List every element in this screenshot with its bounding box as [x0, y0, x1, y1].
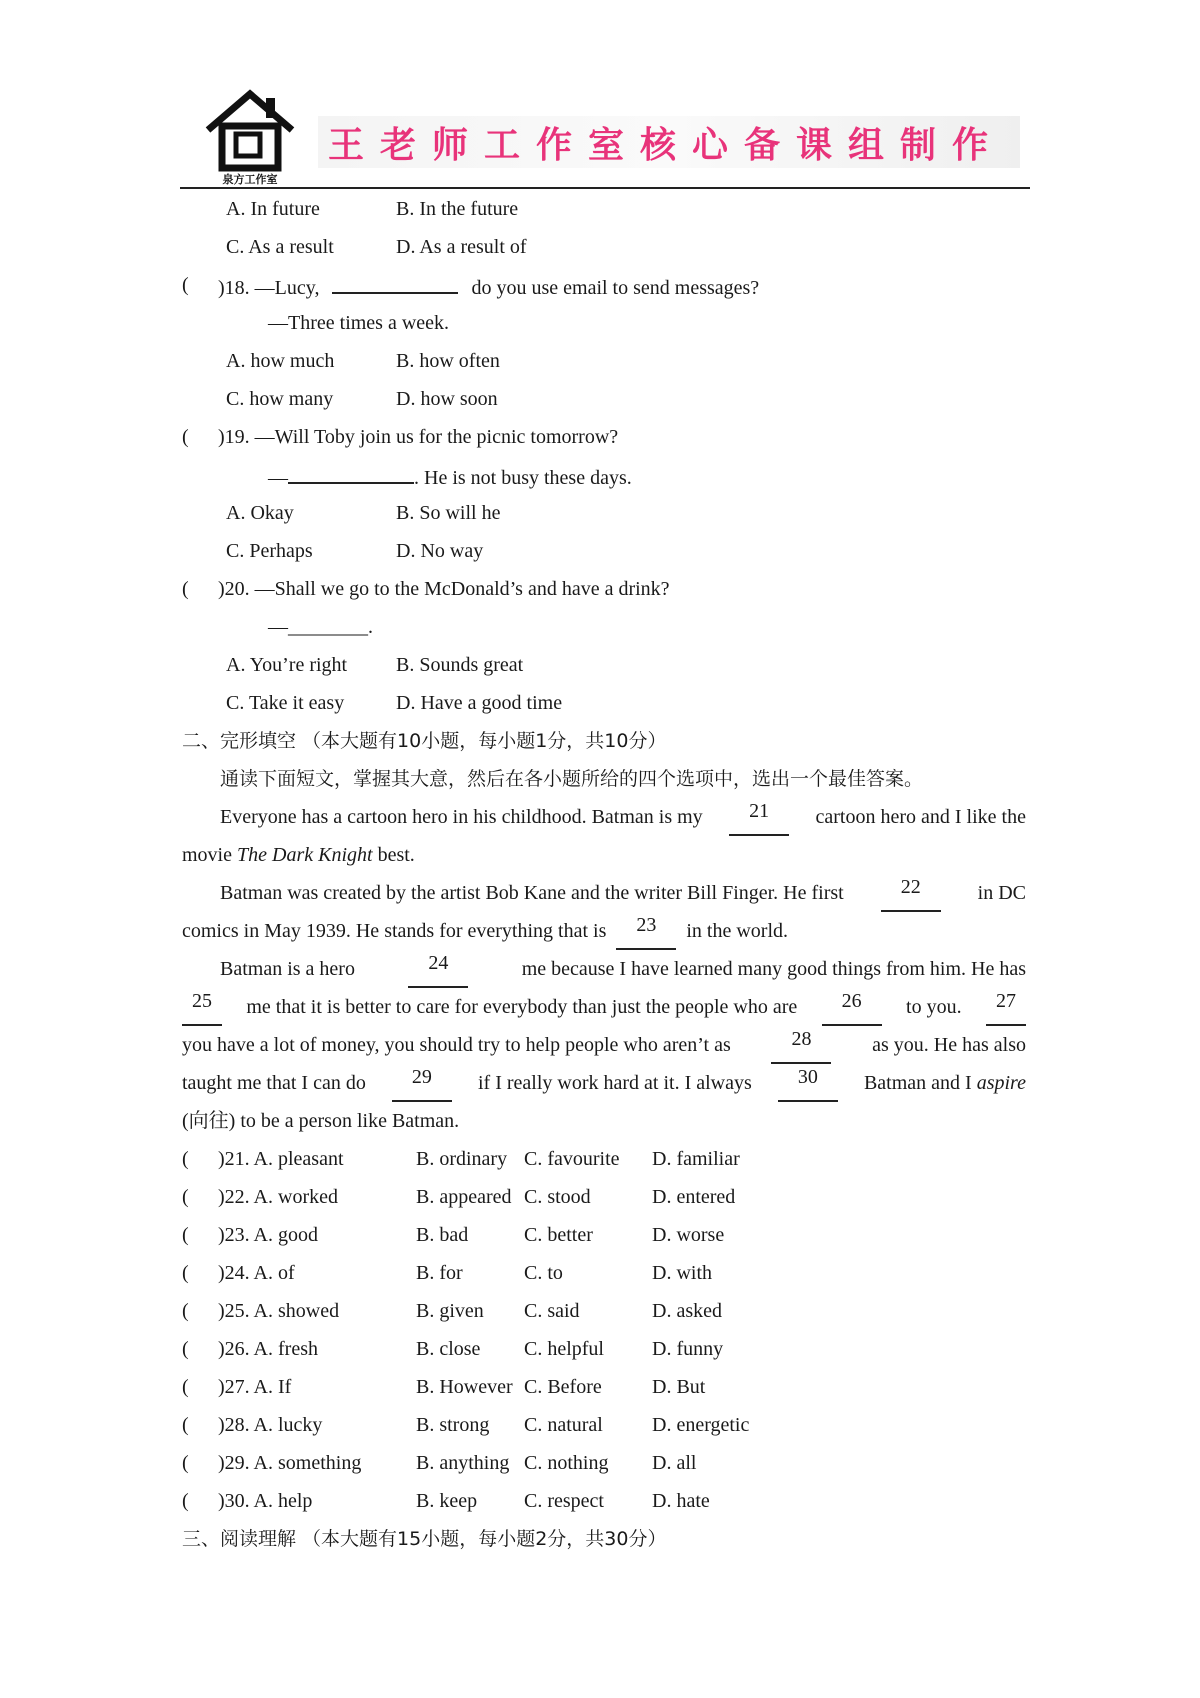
reply-dash: — [268, 467, 288, 489]
option-d: D. hate [652, 1490, 710, 1512]
question-after: do you use email to send messages? [471, 277, 760, 299]
option-d: D. worse [652, 1224, 725, 1246]
option-b: B. appeared [416, 1186, 512, 1208]
answer-paren: ( [182, 274, 189, 296]
passage-text: best. [377, 844, 415, 866]
section-2-instruction: 通读下面短文，掌握其大意，然后在各小题所给的四个选项中，选出一个最佳答案。 [220, 768, 924, 790]
option-d: D. how soon [396, 388, 498, 410]
blank-29: 29 [392, 1064, 452, 1102]
option-c: C. Before [524, 1376, 602, 1398]
blank-30: 30 [778, 1064, 838, 1102]
reply-text [268, 456, 632, 497]
passage-text: as you. He has also [872, 1034, 1026, 1056]
option-b: B. bad [416, 1224, 469, 1246]
answer-paren: ( [182, 1376, 189, 1398]
answer-paren: ( [182, 1490, 189, 1512]
passage-line [182, 950, 1026, 988]
option-d: D. familiar [652, 1148, 740, 1170]
passage-text: you have a lot of money, you should try to help people who aren’t as [182, 1034, 731, 1056]
blank-26: 26 [822, 988, 882, 1026]
option-c: C. better [524, 1224, 593, 1246]
section-2-title: 二、完形填空 （本大题有10小题，每小题1分，共10分） [182, 730, 667, 752]
movie-title: The Dark Knight [237, 844, 373, 866]
option-d: D. No way [396, 540, 484, 562]
answer-paren: ( [182, 578, 189, 600]
passage-text: (向往) to be a person like Batman. [182, 1110, 460, 1132]
option-a: )29. A. something [218, 1452, 362, 1474]
passage-text: cartoon hero and I like the [815, 806, 1026, 828]
question-label: )20. —Shall we go to the McDonald’s and have a drink? [218, 578, 670, 600]
passage-line [182, 1026, 1026, 1064]
reply-text: —________. [268, 616, 373, 638]
option-a: )25. A. showed [218, 1300, 340, 1322]
reply-after: . He is not busy these days. [414, 467, 632, 489]
option-a: )24. A. of [218, 1262, 295, 1284]
option-d: D. all [652, 1452, 697, 1474]
section-3-title: 三、阅读理解 （本大题有15小题，每小题2分，共30分） [182, 1528, 667, 1550]
header-banner [318, 116, 1020, 168]
passage-text: me that it is better to care for everybody than just the people who are [246, 996, 798, 1018]
passage-text: in DC [977, 882, 1026, 904]
option-a: )26. A. fresh [218, 1338, 318, 1360]
blank-28: 28 [771, 1026, 831, 1064]
option-d: D. As a result of [396, 236, 527, 258]
question-label: )18. —Lucy, [218, 277, 320, 299]
option-a: )21. A. pleasant [218, 1148, 344, 1170]
passage-line [182, 798, 1026, 836]
option-c: C. said [524, 1300, 580, 1322]
answer-paren: ( [182, 1338, 189, 1360]
option-d: D. funny [652, 1338, 724, 1360]
passage-text: Batman was created by the artist Bob Kane and the writer Bill Finger. He first [220, 882, 844, 904]
cloze-passage [182, 798, 1026, 1140]
blank-27: 27 [986, 988, 1026, 1026]
option-a: )27. A. If [218, 1376, 292, 1398]
passage-text: taught me that I can do [182, 1072, 366, 1094]
option-a: )23. A. good [218, 1224, 318, 1246]
answer-paren: ( [182, 1452, 189, 1474]
passage-text: Batman is a hero [220, 958, 355, 980]
option-b: B. So will he [396, 502, 501, 524]
option-b: B. close [416, 1338, 481, 1360]
option-c: C. favourite [524, 1148, 620, 1170]
passage-text: to you. [906, 996, 962, 1018]
passage-text: Everyone has a cartoon hero in his childhood. Batman is my [220, 806, 703, 828]
question-text [218, 266, 759, 307]
option-a: A. Okay [226, 502, 294, 524]
passage-text: me because I have learned many good things from him. He has [521, 958, 1026, 980]
option-b: B. In the future [396, 198, 519, 220]
option-c: C. respect [524, 1490, 604, 1512]
passage-line [182, 874, 1026, 912]
option-b: B. anything [416, 1452, 510, 1474]
option-c: C. helpful [524, 1338, 604, 1360]
option-c: C. Take it easy [226, 692, 345, 714]
svg-text:泉方工作室: 泉方工作室 [222, 173, 278, 186]
option-c: C. how many [226, 388, 334, 410]
header-divider [180, 187, 1030, 189]
passage-text: Batman and I [863, 1072, 972, 1094]
option-b: B. Sounds great [396, 654, 524, 676]
option-a: )28. A. lucky [218, 1414, 323, 1436]
answer-paren: ( [182, 1414, 189, 1436]
blank-23: 23 [616, 912, 676, 950]
passage-line [182, 988, 1026, 1026]
option-a: )22. A. worked [218, 1186, 338, 1208]
option-d: D. asked [652, 1300, 722, 1322]
passage-line [182, 912, 1026, 950]
banner-title: 王老师工作室核心备课组制作 [328, 124, 1005, 166]
option-b: B. keep [416, 1490, 478, 1512]
blank-24: 24 [408, 950, 468, 988]
blank-21: 21 [729, 798, 789, 836]
option-d: D. energetic [652, 1414, 750, 1436]
passage-line [182, 836, 1026, 874]
option-c: C. nothing [524, 1452, 609, 1474]
blank-25: 25 [182, 988, 222, 1026]
option-b: B. given [416, 1300, 484, 1322]
option-d: D. But [652, 1376, 706, 1398]
option-b: B. However [416, 1376, 513, 1398]
passage-line [182, 1102, 1026, 1140]
option-d: D. Have a good time [396, 692, 563, 714]
option-c: C. natural [524, 1414, 603, 1436]
reply-text: —Three times a week. [268, 312, 450, 334]
answer-paren: ( [182, 1262, 189, 1284]
passage-text: movie [182, 844, 232, 866]
answer-paren: ( [182, 1148, 189, 1170]
option-a: )30. A. help [218, 1490, 313, 1512]
answer-paren: ( [182, 426, 189, 448]
option-c: C. stood [524, 1186, 591, 1208]
option-c: C. As a result [226, 236, 334, 258]
question-label: )19. —Will Toby join us for the picnic tomorrow? [218, 426, 619, 448]
passage-text: comics in May 1939. He stands for everything that is [182, 920, 607, 942]
option-b: B. how often [396, 350, 500, 372]
option-a: A. In future [226, 198, 320, 220]
aspire-word: aspire [976, 1072, 1026, 1094]
house-logo-icon [200, 86, 300, 186]
option-b: B. for [416, 1262, 463, 1284]
option-a: A. You’re right [226, 654, 348, 676]
answer-blank [288, 456, 414, 484]
option-c: C. Perhaps [226, 540, 313, 562]
passage-text: if I really work hard at it. I always [477, 1072, 752, 1094]
answer-paren: ( [182, 1186, 189, 1208]
page-header [180, 80, 1030, 188]
answer-paren: ( [182, 1224, 189, 1246]
passage-text: in the world. [686, 920, 789, 942]
passage-line [182, 1064, 1026, 1102]
answer-blank [332, 266, 458, 294]
blank-22: 22 [881, 874, 941, 912]
option-a: A. how much [226, 350, 335, 372]
answer-paren: ( [182, 1300, 189, 1322]
option-b: B. strong [416, 1414, 490, 1436]
option-b: B. ordinary [416, 1148, 508, 1170]
option-d: D. entered [652, 1186, 736, 1208]
option-c: C. to [524, 1262, 563, 1284]
option-d: D. with [652, 1262, 712, 1284]
